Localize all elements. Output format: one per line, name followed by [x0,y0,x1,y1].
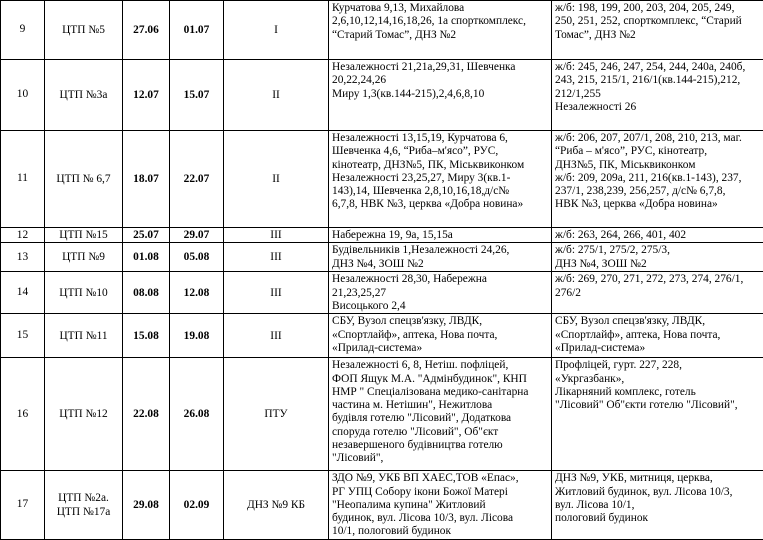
customers-cell-line: 212/1,255 [555,88,760,101]
object-cell-line: ЦТП №11 [48,330,119,343]
end-date-cell: 19.08 [170,314,224,358]
addresses-cell-line: "Лісовий", [332,452,548,465]
addresses-cell-line: незавершеного будівництва готелю [332,439,548,452]
object-cell [45,60,123,131]
addresses-cell-line: Миру 1,3(кв.144-215),2,4,6,8,10 [332,88,548,101]
group-cell: ІІ [224,60,329,131]
object-cell-line: ЦТП № 6,7 [48,173,119,186]
start-date-cell: 22.08 [123,358,170,471]
end-date-cell: 29.07 [170,228,224,243]
object-cell-line: ЦТП №12 [48,408,119,421]
customers-cell-line: ж/б: 198, 199, 200, 203, 204, 205, 249, [555,2,760,15]
customers-cell-line: ж/б: 245, 246, 247, 254, 244, 240а, 240б, [555,61,760,74]
row-number-cell: 14 [1,272,45,314]
addresses-cell [329,358,552,471]
start-date-cell: 29.08 [123,471,170,539]
table-row [1,228,763,243]
row-number-cell: 13 [1,243,45,272]
addresses-cell-line: СБУ, Вузол спецзв'язку, ЛВДК, [332,315,548,328]
addresses-cell-line: РГ УПЦ Собору ікони Божої Матері [332,486,548,499]
addresses-cell-line: Будівельників 1,Незалежності 24,26, [332,244,548,257]
group-cell: ІІІ [224,243,329,272]
table-row [1,272,763,314]
addresses-cell-line: «Спортлайф», аптека, Нова почта, [332,329,548,342]
end-date-cell: 02.09 [170,471,224,539]
customers-cell-line: НВК №3, церква «Добра новина» [555,198,760,211]
addresses-cell-line: Незалежності 28,30, Набережна [332,273,548,286]
customers-cell-line: Житловий будинок, вул. Лісова 10/3, [555,486,760,499]
table-row [1,1,763,60]
addresses-cell-line: Шевченка 4,6, “Риба–м'ясо”, РУС, [332,145,548,158]
object-cell [45,272,123,314]
addresses-cell-line: ФОП Ящук М.А. "Адмінбудинок", КНП [332,373,548,386]
end-date-cell: 26.08 [170,358,224,471]
addresses-cell-line: будинок, вул. Лісова 10/3, вул. Лісова [332,512,548,525]
addresses-cell-line: Незалежності 23,25,27, Миру 3(кв.1- [332,172,548,185]
group-cell: ПТУ [224,358,329,471]
group-cell: ІІІ [224,228,329,243]
object-cell [45,243,123,272]
addresses-cell [329,471,552,539]
customers-cell-line: "Лісовий" Об"єкти готелю "Лісовий", [555,399,760,412]
addresses-cell [329,60,552,131]
customers-cell-line: ж/б: 209, 209а, 211, 216(кв.1-143), 237, [555,172,760,185]
row-number-cell: 17 [1,471,45,539]
end-date-cell: 22.07 [170,131,224,228]
customers-cell [552,243,763,272]
customers-cell-line: Лікарняний комплекс, готель [555,386,760,399]
addresses-cell-line: споруда готелю "Лісовий", Об"єкт [332,426,548,439]
addresses-cell [329,272,552,314]
customers-cell [552,60,763,131]
object-cell [45,228,123,243]
addresses-cell-line: Курчатова 9,13, Михайлова [332,2,548,15]
row-number-cell: 16 [1,358,45,471]
object-cell [45,358,123,471]
customers-cell-line: ж/б: 269, 270, 271, 272, 273, 274, 276/1, [555,273,760,286]
group-cell: ДНЗ №9 КБ [224,471,329,539]
customers-cell [552,358,763,471]
addresses-cell-line: частина м. Нетішин", Нежитлова [332,399,548,412]
end-date-cell: 12.08 [170,272,224,314]
object-cell [45,314,123,358]
group-cell: ІІІ [224,272,329,314]
addresses-cell-line: “Старий Томас”, ДНЗ №2 [332,29,548,42]
customers-cell-line: ДНЗ №9, УКБ, митниця, церква, [555,472,760,485]
row-number-cell: 15 [1,314,45,358]
table-row [1,243,763,272]
group-cell: ІІІ [224,314,329,358]
object-cell [45,1,123,60]
addresses-cell [329,1,552,60]
customers-cell [552,131,763,228]
object-cell [45,471,123,539]
object-cell-line: ЦТП №17а [48,506,119,519]
object-cell [45,131,123,228]
addresses-cell-line: 20,22,24,26 [332,74,548,87]
group-cell: ІІ [224,131,329,228]
start-date-cell: 12.07 [123,60,170,131]
end-date-cell: 05.08 [170,243,224,272]
addresses-cell-line: Незалежності 13,15,19, Курчатова 6, [332,132,548,145]
object-cell-line: ЦТП №5 [48,24,119,37]
addresses-cell-line: 21,23,25,27 [332,287,548,300]
addresses-cell-line: кінотеатр, ДНЗ№5, ПК, Міськвиконком [332,159,548,172]
start-date-cell: 15.08 [123,314,170,358]
start-date-cell: 08.08 [123,272,170,314]
start-date-cell: 01.08 [123,243,170,272]
addresses-cell-line: НМР " Спеціалізована медико-санітарна [332,386,548,399]
customers-cell-line: ДНЗ№5, ПК, Міськвиконком [555,159,760,172]
row-number-cell: 11 [1,131,45,228]
addresses-cell-line: 6,7,8, НВК №3, церква «Добра новина» [332,198,548,211]
addresses-cell-line: 143),14, Шевченка 2,8,10,16,18,д/с№ [332,185,548,198]
addresses-cell-line: 2,6,10,12,14,16,18,26, 1а спорткомплекс, [332,15,548,28]
customers-cell [552,1,763,60]
table-row [1,131,763,228]
customers-cell [552,471,763,539]
row-number-cell: 10 [1,60,45,131]
object-cell-line: ЦТП №10 [48,287,119,300]
customers-cell-line: 250, 251, 252, спорткомплекс, “Старий [555,15,760,28]
end-date-cell: 01.07 [170,1,224,60]
customers-cell-line: СБУ, Вузол спецзв'язку, ЛВДК, [555,315,760,328]
customers-cell-line: “Риба – м'ясо”, РУС, кінотеатр, [555,145,760,158]
customers-cell-line: 276/2 [555,287,760,300]
customers-cell-line: «Спортлайф», аптека, Нова почта, [555,329,760,342]
customers-cell [552,314,763,358]
addresses-cell-line: 10/1, пологовий будинок [332,525,548,538]
addresses-cell-line: «Прилад-система» [332,342,548,355]
customers-cell-line: ДНЗ №4, ЗОШ №2 [555,258,760,271]
customers-cell-line: Незалежності 26 [555,101,760,114]
group-cell: І [224,1,329,60]
customers-cell-line: ж/б: 275/1, 275/2, 275/3, [555,244,760,257]
end-date-cell: 15.07 [170,60,224,131]
customers-cell-line: пологовий будинок [555,512,760,525]
customers-cell-line: вул. Лісова 10/1, [555,499,760,512]
customers-cell-line: «Укргазбанк», [555,373,760,386]
addresses-cell-line: Незалежності 6, 8, Нетіш. пофліцей, [332,359,548,372]
addresses-cell [329,243,552,272]
table-row [1,471,763,539]
addresses-cell-line: Незалежності 21,21а,29,31, Шевченка [332,61,548,74]
customers-cell-line: Томас”, ДНЗ №2 [555,29,760,42]
addresses-cell-line: "Неопалима купина" Житловий [332,499,548,512]
addresses-cell [329,314,552,358]
object-cell-line: ЦТП №3а [48,89,119,102]
table-row [1,314,763,358]
addresses-cell-line: ЗДО №9, УКБ ВП ХАЕС,ТОВ «Епас», [332,472,548,485]
start-date-cell: 25.07 [123,228,170,243]
customers-cell-line: ж/б: 263, 264, 266, 401, 402 [555,229,760,242]
customers-cell-line: 237/1, 238,239, 256,257, д/с№ 6,7,8, [555,185,760,198]
customers-cell-line: «Прилад-система» [555,342,760,355]
object-cell-line: ЦТП №15 [48,229,119,242]
row-number-cell: 9 [1,1,45,60]
customers-cell-line: 243, 215, 215/1, 216/1(кв.144-215),212, [555,74,760,87]
object-cell-line: ЦТП №2а. [48,492,119,505]
addresses-cell-line: Набережна 19, 9а, 15,15а [332,229,548,242]
customers-cell [552,228,763,243]
start-date-cell: 27.06 [123,1,170,60]
addresses-cell-line: Висоцького 2,4 [332,300,548,313]
table-row [1,358,763,471]
table-row [1,60,763,131]
addresses-cell [329,228,552,243]
addresses-cell-line: ДНЗ №4, ЗОШ №2 [332,258,548,271]
customers-cell-line: Профліцей, гурт. 227, 228, [555,359,760,372]
addresses-cell [329,131,552,228]
addresses-cell-line: будівля готелю "Лісовий", Додаткова [332,412,548,425]
customers-cell-line: ж/б: 206, 207, 207/1, 208, 210, 213, маг. [555,132,760,145]
customers-cell [552,272,763,314]
start-date-cell: 18.07 [123,131,170,228]
object-cell-line: ЦТП №9 [48,251,119,264]
row-number-cell: 12 [1,228,45,243]
